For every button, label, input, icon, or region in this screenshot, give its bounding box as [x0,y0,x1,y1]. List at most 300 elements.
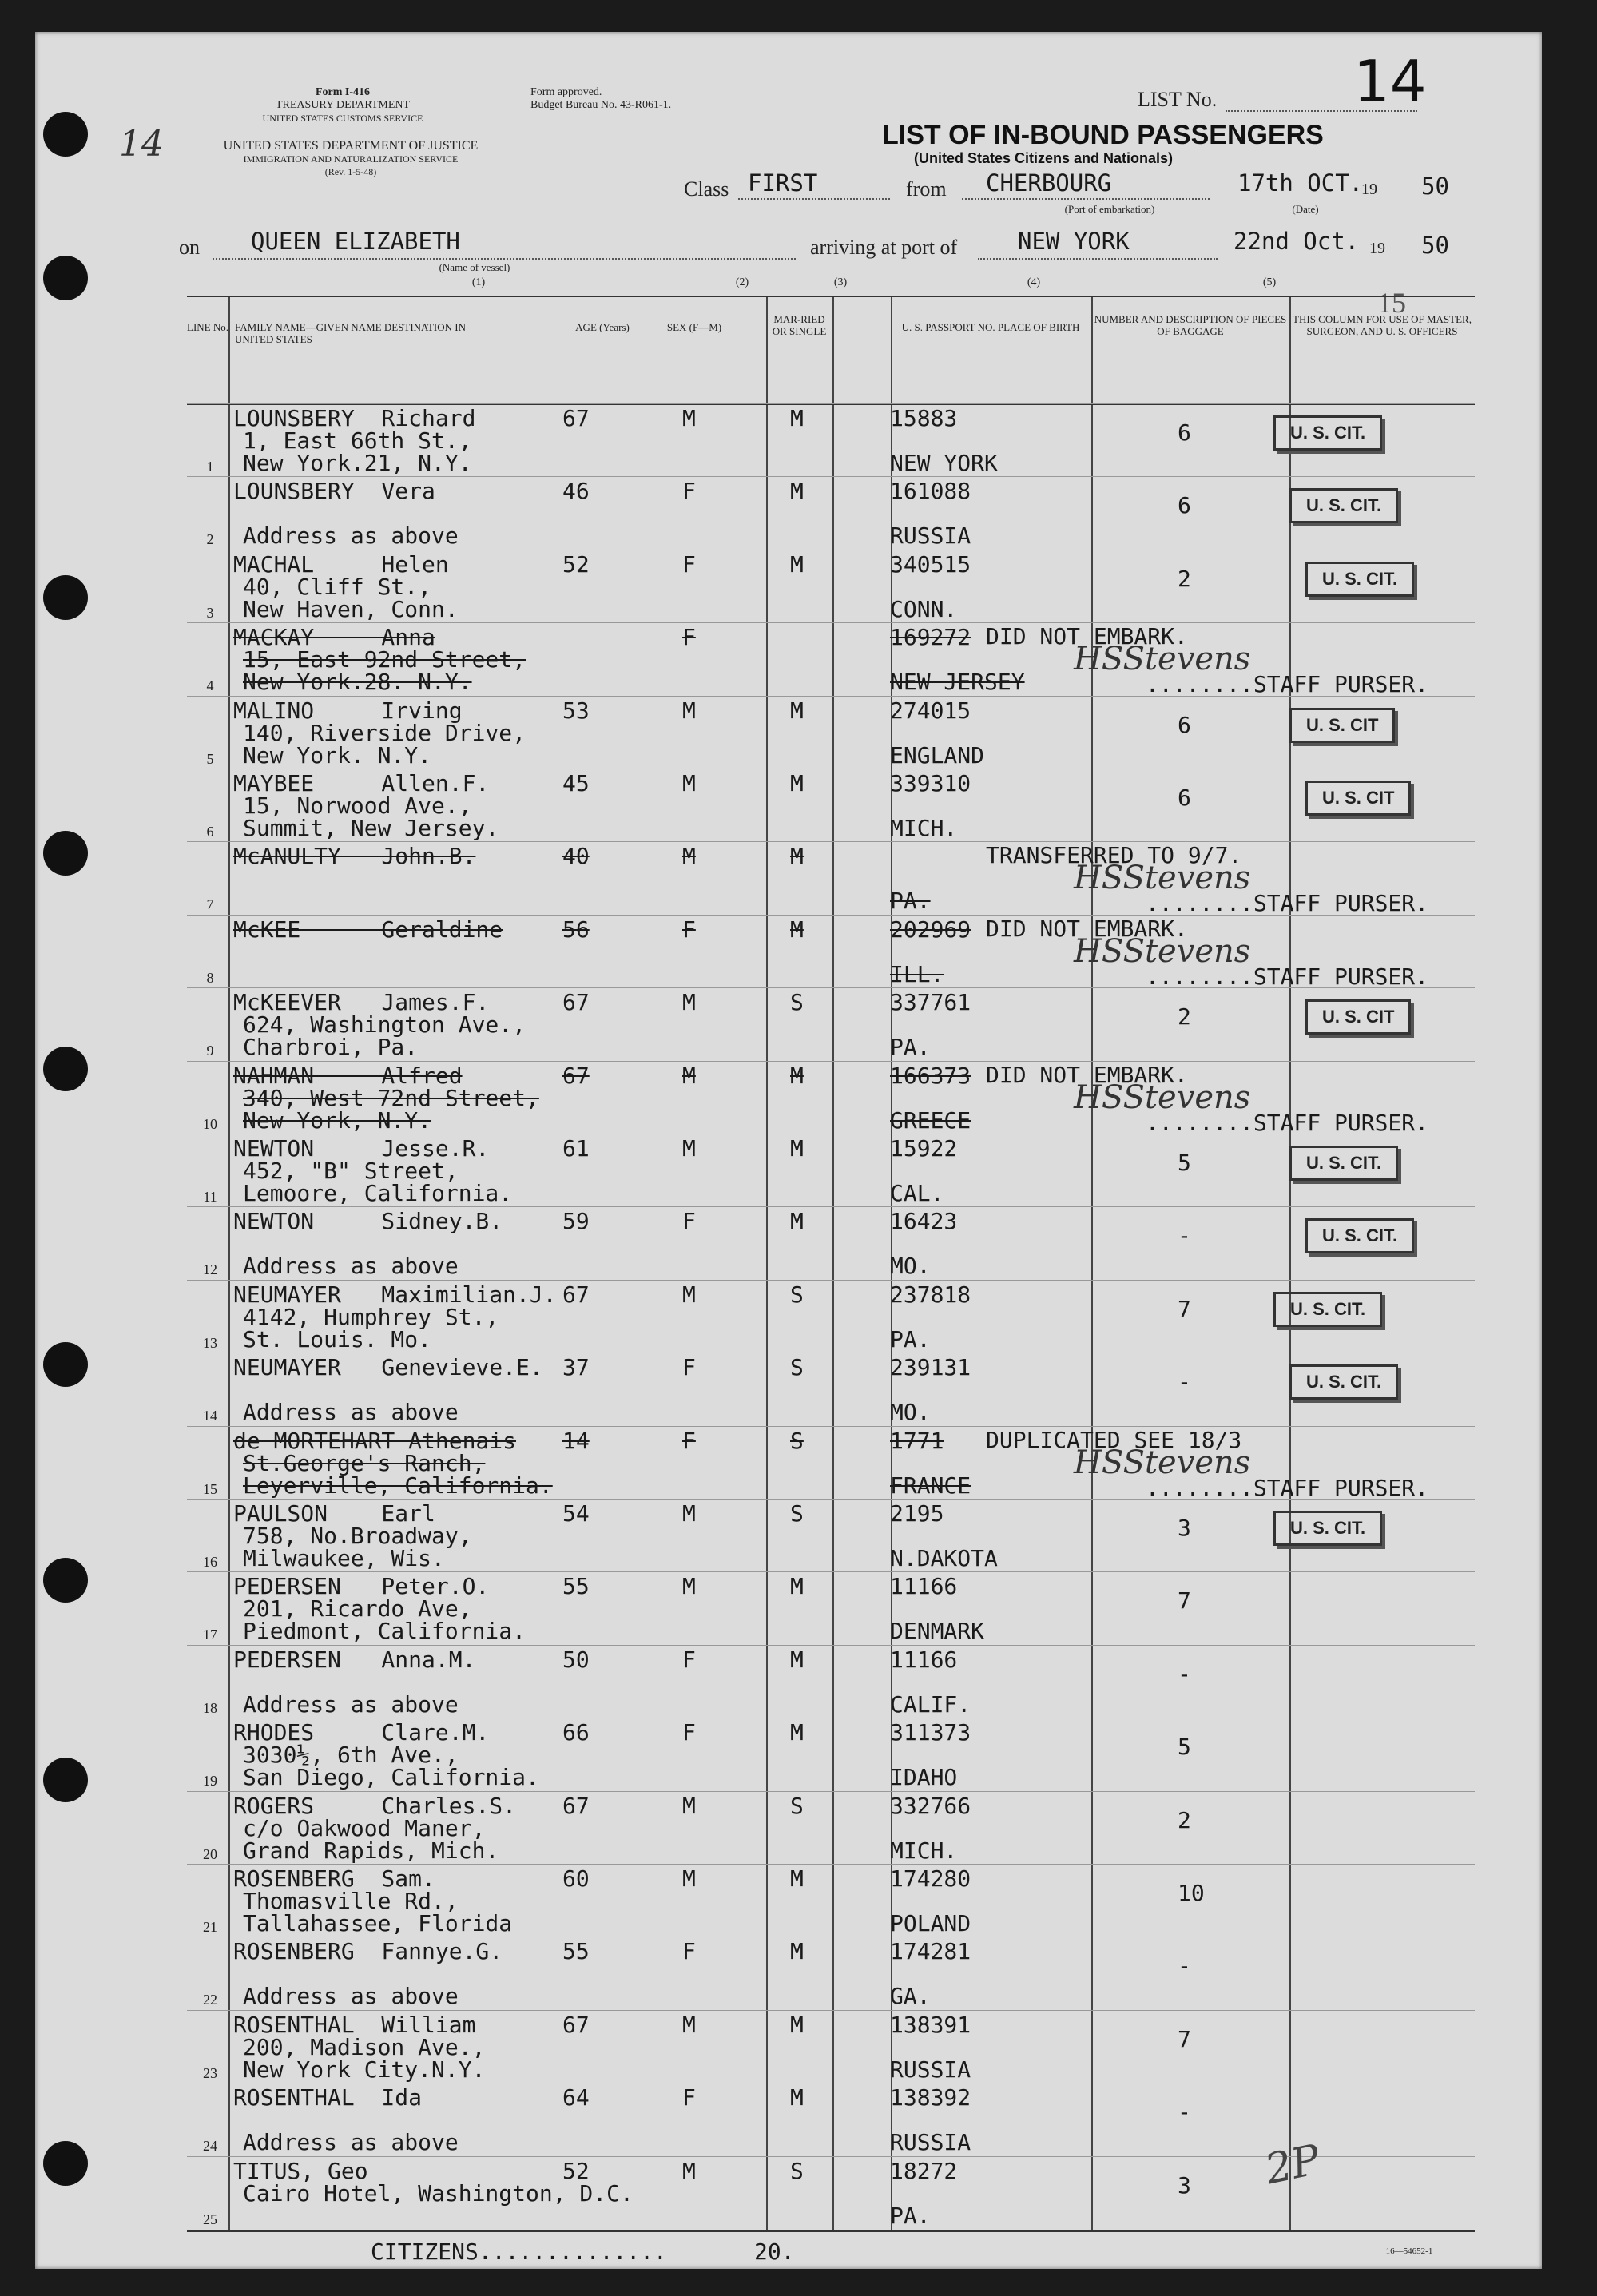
us-citizen-stamp: U. S. CIT. [1273,415,1382,451]
place-of-birth: NEW YORK [890,450,998,476]
table-row [187,1353,1475,1428]
from-label: from [906,177,947,201]
age-cell: 59 [562,1208,590,1235]
status-note: DUPLICATED SEE 18/3 [986,1426,1242,1453]
table-row [187,1864,1475,1939]
column-number: (3) [833,276,848,288]
passenger-name: RHODES Clare.M. [233,1719,490,1746]
purser-signature: HSStevens [1074,1078,1251,1116]
address-line-2: Address as above [243,1690,459,1718]
passport-number: 16423 [890,1208,958,1235]
punch-hole [43,256,88,300]
place-of-birth: ENGLAND [890,741,985,769]
age-cell: 53 [562,697,590,724]
passenger-name: MACKAY Anna [233,624,435,651]
table-row [187,622,1475,697]
line-number: 13 [203,1334,217,1351]
port-rule [978,258,1218,260]
line-number: 20 [203,1845,217,1862]
us-citizen-stamp: U. S. CIT. [1289,1364,1398,1400]
status-note: DID NOT EMBARK. [986,1061,1188,1088]
place-of-birth: MO. [890,1399,931,1426]
col-head-line-no: LINE No. [187,321,228,333]
age-cell: 54 [562,1500,590,1527]
passport-number: 202969 [890,916,971,943]
margin-signature: 2P [1261,2135,1325,2195]
age-cell: 52 [562,2157,590,2184]
table-row [187,915,1475,990]
line-number: 9 [206,1043,214,1059]
baggage-count: 6 [1178,785,1191,811]
column-number: (5) [1262,276,1277,288]
age-cell: 60 [562,1865,590,1892]
place-of-birth: MICH. [890,815,958,841]
line-number: 15 [203,1480,217,1497]
baggage-count: - [1178,1952,1191,1980]
passport-number: 332766 [890,1792,971,1819]
us-citizen-stamp: U. S. CIT [1289,708,1395,743]
address-line-2: Tallahassee, Florida [243,1910,513,1937]
marital-status-cell: S [790,1427,804,1454]
place-of-birth: GA. [890,1983,931,2010]
citizens-label: CITIZENS.............. [371,2238,667,2265]
sex-cell: F [682,2084,696,2111]
sex-cell: F [682,1427,696,1454]
age-cell: 50 [562,1646,590,1673]
age-cell: 37 [562,1354,590,1381]
line-number: 18 [203,1699,217,1716]
passport-number: 11166 [890,1573,958,1600]
table-row [187,841,1475,916]
address-line-2: New York.21, N.Y. [243,450,472,476]
column-number: (4) [1027,276,1041,288]
sex-cell: F [682,624,696,651]
passport-number: 169272 [890,624,971,651]
arrival-year-prefix: 19 [1369,240,1385,257]
passport-number: 339310 [890,770,971,796]
marital-status-cell: S [790,1281,804,1308]
address-line-2: St. Louis. Mo. [243,1325,432,1353]
line-number: 5 [206,750,214,767]
table-row [187,1426,1475,1501]
arrival-port: NEW YORK [1018,228,1130,255]
marital-status-cell: M [790,1208,804,1235]
baggage-count: 2 [1178,1003,1191,1031]
age-cell: 67 [562,405,590,431]
place-of-birth: MO. [890,1253,931,1280]
line-number: 2 [206,531,214,548]
us-citizen-stamp: U. S. CIT [1305,999,1411,1035]
passenger-name: MALINO Irving [233,697,463,724]
table-row [187,1571,1475,1647]
age-cell: 67 [562,1792,590,1819]
address-line-2: Address as above [243,1983,459,2010]
vessel-rule [213,258,796,260]
address-line-1: 200, Madison Ave., [243,2033,486,2060]
place-of-birth: ILL. [890,960,944,987]
col-head-sex: SEX (F—M) [666,321,722,333]
table-row [187,1280,1475,1355]
address-line-1: 15, Norwood Ave., [243,792,472,819]
punch-hole [43,1758,88,1802]
baggage-count: 3 [1178,1515,1191,1541]
sex-cell: M [682,1281,696,1308]
baggage-count: 5 [1178,1734,1191,1761]
baggage-count: 7 [1178,1587,1191,1615]
address-line-2: New Haven, Conn. [243,595,459,622]
status-note: DID NOT EMBARK. [986,623,1188,650]
age-cell: 66 [562,1719,590,1746]
age-cell: 67 [562,1281,590,1308]
address-line-2: Lemoore, California. [243,1180,513,1206]
margin-mark: 14 [119,124,164,165]
sex-cell: F [682,1208,696,1235]
punch-hole [43,1558,88,1603]
address-line-2: Address as above [243,1399,459,1426]
sex-cell: M [682,1062,696,1089]
table-row [187,2010,1475,2085]
place-of-birth: N.DAKOTA [890,1545,998,1571]
marital-status-cell: M [790,2084,804,2111]
form-number: Form I-416 [315,86,371,98]
vessel-note: (Name of vessel) [439,261,510,273]
list-no-label: LIST No. [1138,88,1218,111]
punch-hole [43,1342,88,1387]
address-line-2: Address as above [243,2129,459,2156]
form-approved-label: Form approved. [530,86,602,98]
passport-number: 311373 [890,1719,971,1746]
baggage-count: 2 [1178,565,1191,592]
passenger-name: McKEEVER James.F. [233,989,490,1016]
on-label: on [179,236,200,259]
us-citizen-stamp: U. S. CIT. [1305,562,1414,597]
table-row [187,1645,1475,1720]
status-note: TRANSFERRED TO 9/7. [986,842,1242,869]
address-line-2: Grand Rapids, Mich. [243,1837,499,1864]
place-of-birth: MICH. [890,1837,958,1864]
passport-number: 11166 [890,1646,958,1673]
table-row [187,1061,1475,1136]
passport-number: 340515 [890,550,971,578]
age-cell: 55 [562,1573,590,1600]
address-line-1: 1, East 66th St., [243,427,472,454]
passenger-table [187,296,1475,2232]
line-number: 16 [203,1554,217,1570]
address-line-1: 4142, Humphrey St., [243,1303,499,1330]
justice-label: UNITED STATES DEPARTMENT OF JUSTICE [223,139,479,153]
table-row [187,1937,1475,2012]
departure-year: 50 [1421,173,1449,200]
line-number: 21 [203,1919,217,1935]
marital-status-cell: M [790,843,804,870]
marital-status-cell: S [790,1354,804,1381]
age-cell: 14 [562,1427,590,1454]
line-number: 25 [203,2211,217,2227]
passport-number: 15922 [890,1135,958,1162]
arrival-date: 22nd Oct. [1234,228,1360,255]
baggage-count: 6 [1178,419,1191,446]
staff-purser-label: ........STAFF PURSER. [1146,1474,1429,1501]
table-row [187,987,1475,1063]
passenger-name: NEUMAYER Maximilian.J. [233,1281,557,1308]
date-note: (Date) [1292,203,1319,215]
address-line-1: 452, "B" Street, [243,1158,459,1184]
marital-status-cell: M [790,2011,804,2038]
passenger-name: McANULTY John.B. [233,843,476,870]
marital-status-cell: S [790,1500,804,1527]
sex-cell: M [682,405,696,431]
passenger-name: ROSENBERG Sam. [233,1865,435,1892]
place-of-birth: POLAND [890,1910,971,1937]
place-of-birth: PA. [890,888,931,915]
baggage-count: - [1178,1222,1191,1249]
place-of-birth: CALIF. [890,1690,971,1718]
from-rule [962,198,1210,200]
address-line-1: 3030½, 6th Ave., [243,1742,459,1769]
age-cell: 45 [562,770,590,796]
status-note: DID NOT EMBARK. [986,915,1188,942]
col-head-name: FAMILY NAME—GIVEN NAME DESTINATION IN UNITED STATES [235,321,467,345]
passenger-name: NAHMAN Alfred [233,1062,463,1089]
line-number: 1 [206,459,214,475]
baggage-count: 10 [1178,1880,1205,1906]
marital-status-cell: M [790,697,804,724]
sex-cell: F [682,1938,696,1965]
passenger-name: PEDERSEN Anna.M. [233,1646,476,1673]
column-number: (2) [735,276,749,288]
address-line-1: 40, Cliff St., [243,573,432,600]
sex-cell: M [682,2011,696,2038]
age-cell: 40 [562,843,590,870]
marital-status-cell: M [790,916,804,943]
place-of-birth: IDAHO [890,1764,958,1791]
address-line-2: New York, N.Y. [243,1106,432,1134]
passport-number: 237818 [890,1281,971,1308]
passport-number: 18272 [890,2157,958,2184]
address-line-2: New York.28. N.Y. [243,669,472,696]
line-number: 3 [206,604,214,621]
address-line-1: c/o Oakwood Maner, [243,1814,486,1841]
table-row [187,769,1475,844]
sex-cell: M [682,1792,696,1819]
col-head-passport: U. S. PASSPORT NO. PLACE OF BIRTH [901,321,1080,333]
passenger-name: TITUS, Geo [233,2157,368,2184]
list-number: 14 [1353,48,1427,115]
staff-purser-label: ........STAFF PURSER. [1146,890,1429,917]
baggage-count: 6 [1178,492,1191,519]
purser-signature: HSStevens [1074,932,1251,970]
line-number: 22 [203,1992,217,2008]
age-cell: 67 [562,2011,590,2038]
address-line-1: St.George's Ranch, [243,1449,486,1476]
ins-label: IMMIGRATION AND NATURALIZATION SERVICE [243,153,459,165]
line-number: 12 [203,1261,217,1278]
col-head-baggage: NUMBER AND DESCRIPTION OF PIECES OF BAGGAGE [1094,313,1287,337]
address-line-2: Leyerville, California. [243,1472,553,1499]
page-title: LIST OF IN-BOUND PASSENGERS [882,120,1324,150]
age-cell: 67 [562,989,590,1016]
passport-number: 239131 [890,1354,971,1381]
class-rule [738,198,890,200]
line-number: 23 [203,2064,217,2081]
marital-status-cell: S [790,989,804,1016]
table-row [187,403,1475,479]
age-cell: 56 [562,916,590,943]
address-line-1: Thomasville Rd., [243,1888,459,1914]
sex-cell: M [682,1573,696,1600]
marital-status-cell: S [790,1792,804,1819]
passenger-name: McKEE Geraldine [233,916,503,943]
passenger-name: MACHAL Helen [233,550,449,578]
sex-cell: F [682,550,696,578]
marital-status-cell: M [790,1719,804,1746]
table-row [187,1134,1475,1209]
marital-status-cell: M [790,1135,804,1162]
marital-status-cell: S [790,2157,804,2184]
marital-status-cell: M [790,1062,804,1089]
sex-cell: M [682,770,696,796]
age-cell: 64 [562,2084,590,2111]
address-line-2: San Diego, California. [243,1764,539,1791]
staff-purser-label: ........STAFF PURSER. [1146,1109,1429,1136]
place-of-birth: GREECE [890,1106,971,1134]
age-cell: 61 [562,1135,590,1162]
passenger-name: PAULSON Earl [233,1500,435,1527]
punch-hole [43,575,88,620]
line-number: 10 [203,1115,217,1132]
sex-cell: F [682,1354,696,1381]
us-citizen-stamp: U. S. CIT. [1273,1292,1382,1327]
place-of-birth: PA. [890,2202,931,2229]
table-row [187,1499,1475,1574]
address-line-2: Milwaukee, Wis. [243,1545,445,1571]
sex-cell: M [682,843,696,870]
us-citizen-stamp: U. S. CIT. [1289,1146,1398,1181]
line-number: 17 [203,1627,217,1643]
sex-cell: M [682,1865,696,1892]
passport-number: 166373 [890,1062,971,1089]
marital-status-cell: M [790,1938,804,1965]
baggage-count: - [1178,2099,1191,2126]
col-head-officers: THIS COLUMN FOR USE OF MASTER, SURGEON, AND U. S. OFFICERS [1293,313,1472,337]
baggage-count: - [1178,1660,1191,1687]
sex-cell: F [682,916,696,943]
passenger-name: LOUNSBERY Richard [233,405,476,431]
address-line-2: New York City.N.Y. [243,2056,486,2083]
marital-status-cell: M [790,550,804,578]
us-citizen-stamp: U. S. CIT [1305,781,1411,816]
baggage-count: 7 [1178,1295,1191,1322]
place-of-birth: FRANCE [890,1472,971,1499]
line-number: 4 [206,677,214,694]
address-line-1: 758, No.Broadway, [243,1523,472,1549]
table-row [187,1718,1475,1793]
marital-status-cell: M [790,1646,804,1673]
citizens-count: 20. [754,2238,795,2265]
class-value: FIRST [748,169,818,197]
address-line-1: Cairo Hotel, Washington, D.C. [243,2179,634,2207]
form-approval [530,86,770,112]
page-mark: 15 [1377,287,1406,319]
staff-purser-label: ........STAFF PURSER. [1146,963,1429,990]
baggage-count: 7 [1178,2025,1191,2052]
punch-hole [43,1047,88,1091]
table-row [187,696,1475,771]
line-number: 14 [203,1408,217,1424]
passport-number: 174280 [890,1865,971,1892]
passport-number: 138392 [890,2084,971,2111]
us-citizen-stamp: U. S. CIT. [1289,488,1398,523]
place-of-birth: PA. [890,1325,931,1353]
departure-date: 17th OCT. [1237,169,1364,197]
passenger-name: de MORTEHART Athenais [233,1427,517,1454]
revision-label: (Rev. 1-5-48) [324,166,377,177]
treasury-label: TREASURY DEPARTMENT [275,99,411,111]
marital-status-cell: M [790,1865,804,1892]
customs-label: UNITED STATES CUSTOMS SERVICE [262,113,423,124]
arrival-year: 50 [1421,232,1449,259]
table-row [187,1791,1475,1866]
baggage-count: 6 [1178,711,1191,738]
line-number: 24 [203,2138,217,2155]
passport-number: 337761 [890,989,971,1016]
passenger-name: MAYBEE Allen.F. [233,770,490,796]
punch-hole [43,2141,88,2186]
baggage-count: 3 [1178,2171,1191,2199]
port-embark-note: (Port of embarkation) [1064,203,1155,215]
place-of-birth: DENMARK [890,1618,985,1645]
punch-hole [43,831,88,876]
line-number: 11 [203,1189,217,1205]
vessel-name: QUEEN ELIZABETH [251,228,460,255]
address-line-2: Piedmont, California. [243,1618,526,1645]
marital-status-cell: M [790,478,804,505]
staff-purser-label: ........STAFF PURSER. [1146,671,1429,698]
place-of-birth: CONN. [890,595,958,622]
passport-number: 274015 [890,697,971,724]
form-header-left [211,86,475,125]
class-label: Class [684,177,729,201]
age-cell: 67 [562,1062,590,1089]
line-number: 19 [203,1773,217,1790]
passenger-name: LOUNSBERY Vera [233,478,435,505]
baggage-count: - [1178,1368,1191,1396]
address-line-2: Address as above [243,1253,459,1280]
passenger-name: NEWTON Jesse.R. [233,1135,490,1162]
address-line-1: 624, Washington Ave., [243,1011,526,1039]
passport-number: 2195 [890,1500,944,1527]
passport-number: 174281 [890,1938,971,1965]
address-line-1: 340, West 72nd Street, [243,1084,539,1111]
passport-number: 161088 [890,478,971,505]
arriving-label: arriving at port of [810,236,958,259]
passenger-name: ROSENTHAL Ida [233,2084,423,2111]
table-row [187,550,1475,625]
sex-cell: M [682,1135,696,1162]
passenger-name: NEWTON Sidney.B. [233,1208,503,1235]
address-line-1: 15, East 92nd Street, [243,646,526,673]
place-of-birth: NEW JERSEY [890,669,1025,696]
departure-year-prefix: 19 [1361,181,1377,198]
marital-status-cell: M [790,770,804,796]
table-row [187,1206,1475,1281]
sex-cell: M [682,697,696,724]
line-number: 6 [206,824,214,840]
sex-cell: M [682,1500,696,1527]
column-number: (1) [471,276,486,288]
address-line-2: Charbroi, Pa. [243,1034,419,1061]
marital-status-cell: M [790,405,804,431]
